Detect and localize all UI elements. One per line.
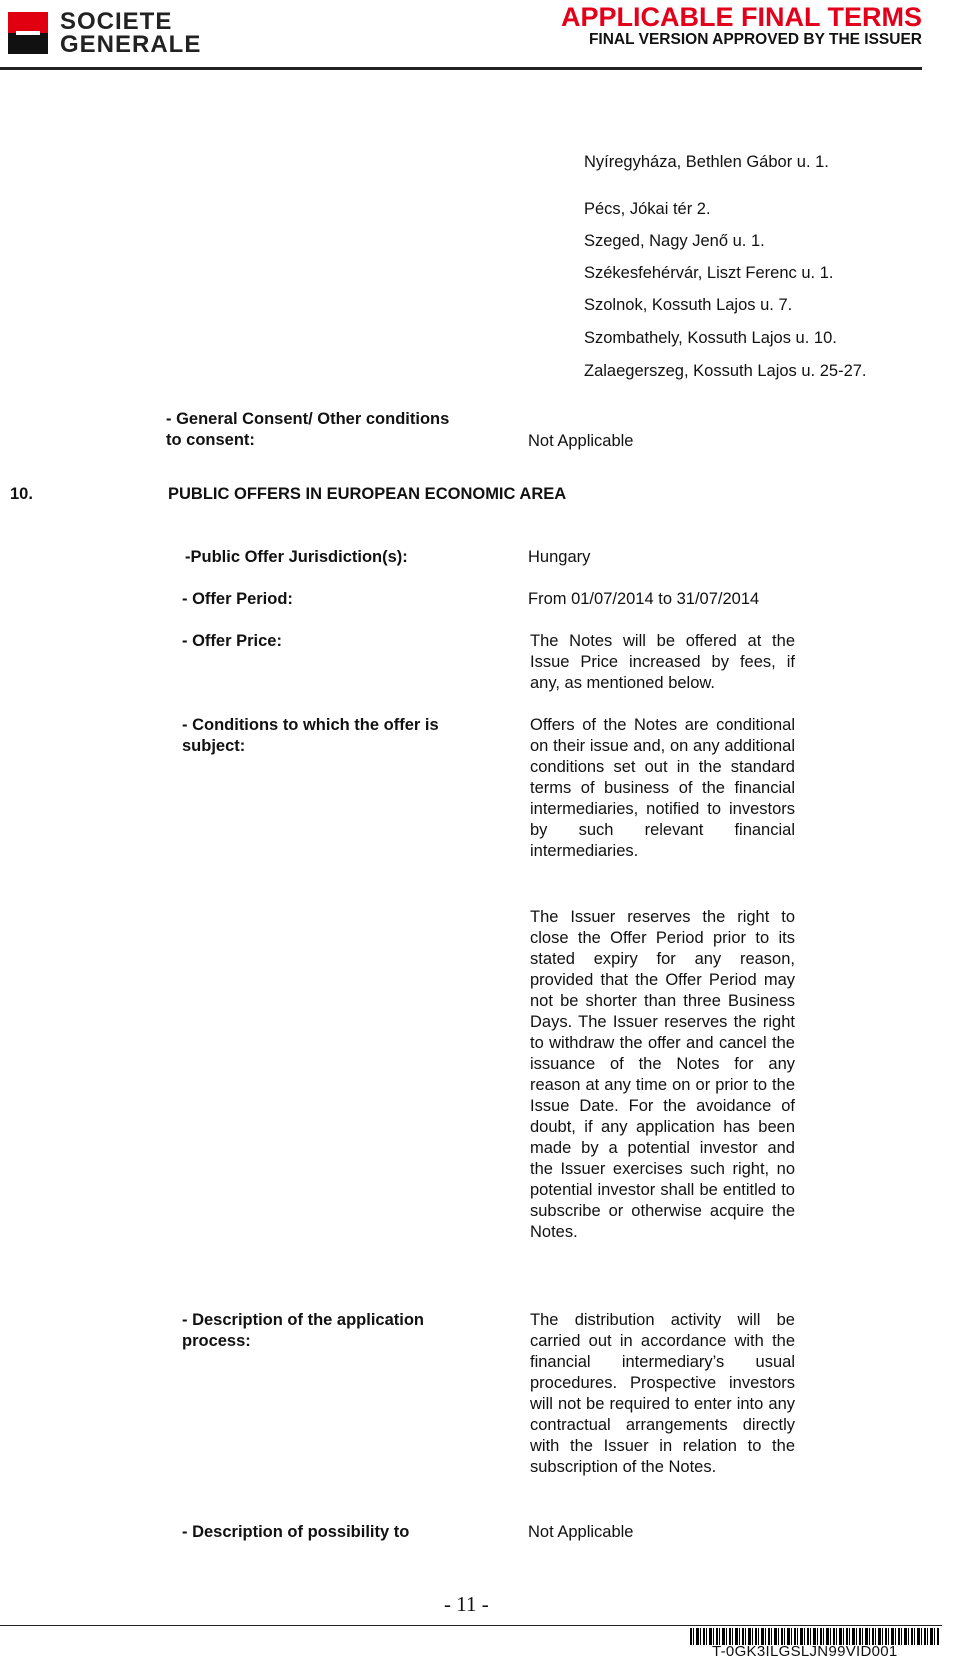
logo-text (60, 10, 201, 56)
jurisdiction-value: Hungary (528, 548, 591, 566)
document-subtitle: FINAL VERSION APPROVED BY THE ISSUER (588, 31, 922, 48)
section-title: PUBLIC OFFERS IN EUROPEAN ECONOMIC AREA (168, 485, 567, 503)
possibility-label: - Description of possibility to (182, 1523, 410, 1541)
jurisdiction-label: -Public Offer Jurisdiction(s): (185, 548, 408, 566)
page-number: - 11 - (444, 1592, 489, 1616)
offer-period-label: - Offer Period: (182, 590, 293, 608)
address-line: Pécs, Jókai tér 2. (584, 200, 711, 218)
logo-line-2: GENERALE (60, 31, 202, 58)
societe-generale-logo-icon (8, 12, 48, 54)
address-line: Szolnok, Kossuth Lajos u. 7. (584, 296, 793, 314)
document-code: T-0GK3ILGSLJN99VID001 (712, 1643, 898, 1660)
logo-line-1: SOCIETE (60, 8, 173, 35)
application-process-value: The distribution activity will be carried out in accordance with the financial intermediary’s usual procedures. Prospective investors will not be required to enter into any contractual arrangements directly with the Issuer in relation to the subscription of the Notes. (530, 1311, 795, 1476)
address-line: Szeged, Nagy Jenő u. 1. (584, 232, 765, 250)
offer-price-value: The Notes will be offered at the Issue Price increased by fees, if any, as mentioned below. (530, 632, 795, 692)
general-consent-value: Not Applicable (528, 432, 634, 450)
address-line: Szombathely, Kossuth Lajos u. 10. (584, 329, 837, 347)
address-line: Székesfehérvár, Liszt Ferenc u. 1. (584, 264, 834, 282)
offer-price-label: - Offer Price: (182, 632, 282, 650)
section-number: 10. (10, 485, 33, 503)
footer-divider (0, 1625, 942, 1626)
general-consent-label: - General Consent/ Other conditions to consent: (166, 410, 450, 449)
conditions-value-paragraph-2: The Issuer reserves the right to close the Offer Period prior to its stated expiry for any reason, provided that the Offer Period may not be shorter than three Business Days. The Issuer reserves the right to withdraw the offer and cancel the issuance of the Notes for any reason at any time on or prior to the Issue Date. For the avoidance of doubt, if any application has been made by a potential investor and the Issuer exercises such right, no potential investor shall be entitled to subscribe or otherwise acquire the Notes. (530, 908, 795, 1241)
conditions-label: - Conditions to which the offer is subject: (182, 716, 439, 755)
document-title: APPLICABLE FINAL TERMS (560, 2, 922, 32)
header-divider (0, 67, 922, 70)
offer-period-value: From 01/07/2014 to 31/07/2014 (528, 590, 760, 608)
conditions-value-paragraph-1: Offers of the Notes are conditional on their issue and, on any additional conditions set out in the standard terms of business of the financial intermediaries, notified to investors by such relevant financial intermediaries. (530, 716, 795, 860)
application-process-label: - Description of the application process: (182, 1311, 425, 1350)
address-line: Nyíregyháza, Bethlen Gábor u. 1. (584, 153, 829, 171)
possibility-value: Not Applicable (528, 1523, 634, 1541)
address-line: Zalaegerszeg, Kossuth Lajos u. 25-27. (584, 362, 867, 380)
